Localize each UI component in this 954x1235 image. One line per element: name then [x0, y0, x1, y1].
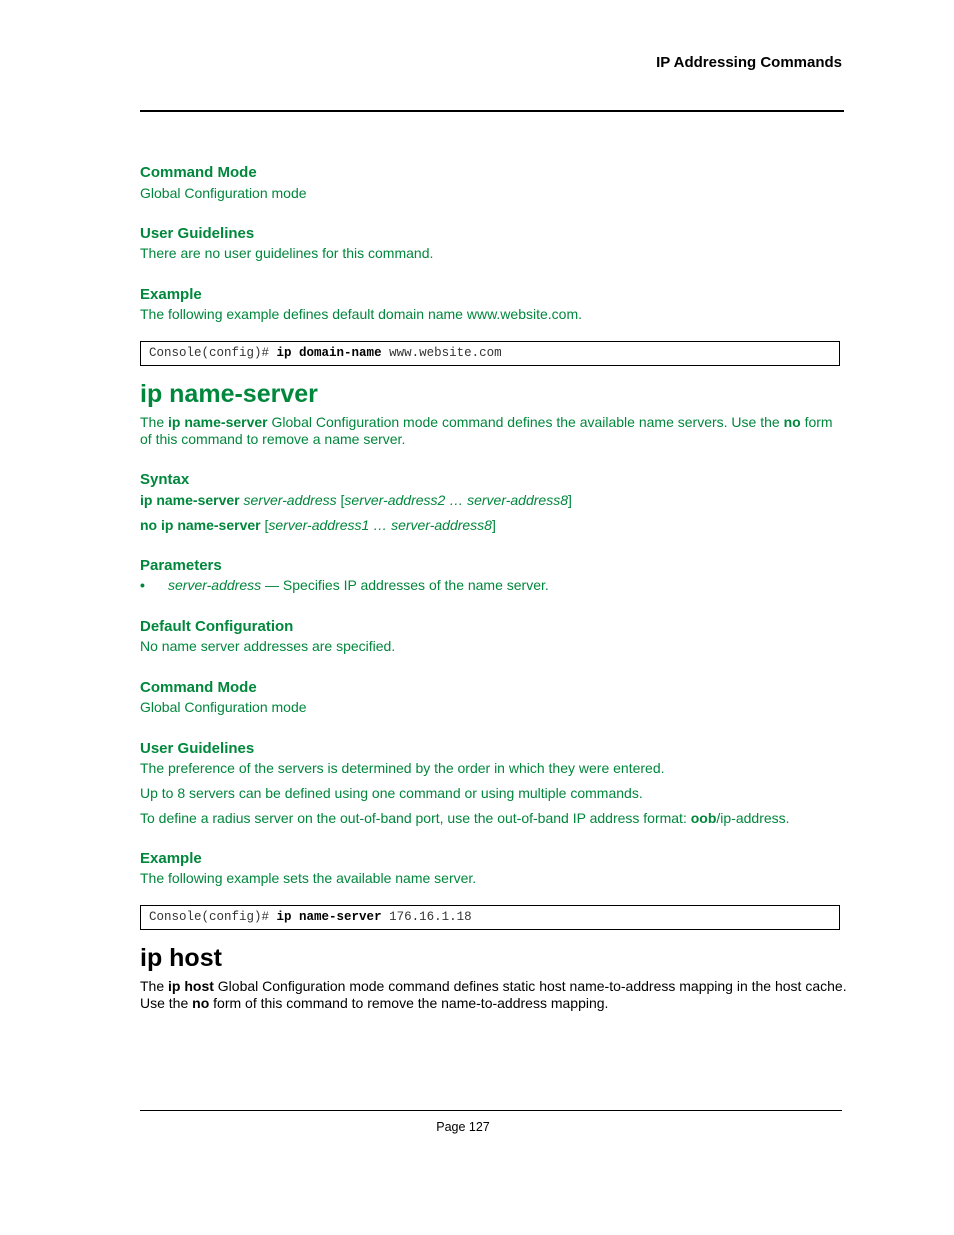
- page-number: Page 127: [436, 1120, 490, 1134]
- syntax-argument: server-address: [243, 492, 337, 508]
- desc-command: ip host: [168, 978, 214, 994]
- desc-text: Global Configuration mode command defines the available name servers. Use the: [267, 414, 784, 430]
- syntax-heading: Syntax: [140, 471, 190, 488]
- running-header: IP Addressing Commands: [656, 54, 842, 71]
- syntax-bracket: [: [260, 517, 269, 533]
- command-mode-heading: Command Mode: [140, 164, 257, 181]
- default-configuration-text: No name server addresses are specified.: [140, 638, 396, 654]
- command-mode-text: Global Configuration mode: [140, 185, 307, 201]
- section-title-ip-name-server: ip name-server: [140, 380, 318, 408]
- syntax-line-2: [140, 517, 496, 534]
- user-guidelines-heading: User Guidelines: [140, 225, 255, 242]
- code-command: ip name-server: [276, 910, 382, 924]
- header-rule: [140, 110, 844, 112]
- syntax-line-1: [140, 492, 572, 509]
- code-example-name-server: [140, 905, 840, 930]
- command-mode-text: Global Configuration mode: [140, 699, 307, 715]
- desc-text: Use the: [140, 995, 193, 1011]
- user-guideline-1: The preference of the servers is determined by the order in which they were entered.: [140, 760, 665, 776]
- user-guideline-3: [140, 810, 790, 827]
- syntax-optional: server-address1 … server-address8: [268, 517, 492, 533]
- syntax-command: ip name-server: [140, 492, 240, 508]
- example-text: The following example defines default domain name www.website.com.: [140, 306, 583, 322]
- desc-no-keyword: no: [783, 414, 801, 430]
- guideline-oob-keyword: oob: [690, 810, 717, 826]
- section-description: [140, 414, 833, 431]
- syntax-bracket: [: [336, 492, 345, 508]
- desc-text: form: [800, 414, 833, 430]
- user-guidelines-heading: User Guidelines: [140, 740, 255, 757]
- desc-no-keyword: no: [192, 995, 210, 1011]
- desc-text: The: [140, 414, 169, 430]
- user-guidelines-text: There are no user guidelines for this command.: [140, 245, 434, 261]
- section-description-line2: of this command to remove a name server.: [140, 431, 406, 447]
- default-configuration-heading: Default Configuration: [140, 618, 294, 635]
- user-guideline-2: Up to 8 servers can be defined using one command or using multiple commands.: [140, 785, 643, 801]
- guideline-text: To define a radius server on the out-of-band port, use the out-of-band IP address format:: [140, 810, 691, 826]
- guideline-text: /ip-address.: [716, 810, 790, 826]
- example-heading: Example: [140, 850, 202, 867]
- parameters-heading: Parameters: [140, 557, 222, 574]
- bullet-icon: •: [140, 577, 145, 593]
- syntax-bracket: ]: [567, 492, 572, 508]
- section-description: [140, 978, 847, 995]
- section-description-line2: [140, 995, 608, 1012]
- code-argument: www.website.com: [389, 346, 502, 360]
- desc-text: The: [140, 978, 169, 994]
- section-title-ip-host: ip host: [140, 944, 222, 972]
- footer-rule: [140, 1110, 842, 1111]
- code-prompt: Console(config)#: [149, 346, 270, 360]
- parameter-name: server-address: [168, 577, 262, 593]
- desc-text: Global Configuration mode command defines static host name-to-address mapping in the host cache.: [213, 978, 847, 994]
- desc-command: ip name-server: [168, 414, 268, 430]
- example-text: The following example sets the available name server.: [140, 870, 477, 886]
- syntax-command: no ip name-server: [140, 517, 261, 533]
- code-command: ip domain-name: [276, 346, 382, 360]
- syntax-optional: server-address2 … server-address8: [344, 492, 568, 508]
- command-mode-heading: Command Mode: [140, 679, 257, 696]
- parameter-description: — Specifies IP addresses of the name server.: [261, 577, 549, 593]
- parameter-item: [168, 577, 549, 594]
- code-prompt: Console(config)#: [149, 910, 270, 924]
- example-heading: Example: [140, 286, 202, 303]
- code-example-domain-name: [140, 341, 840, 366]
- code-argument: 176.16.1.18: [389, 910, 472, 924]
- syntax-bracket: ]: [491, 517, 496, 533]
- desc-text: form of this command to remove the name-to-address mapping.: [209, 995, 609, 1011]
